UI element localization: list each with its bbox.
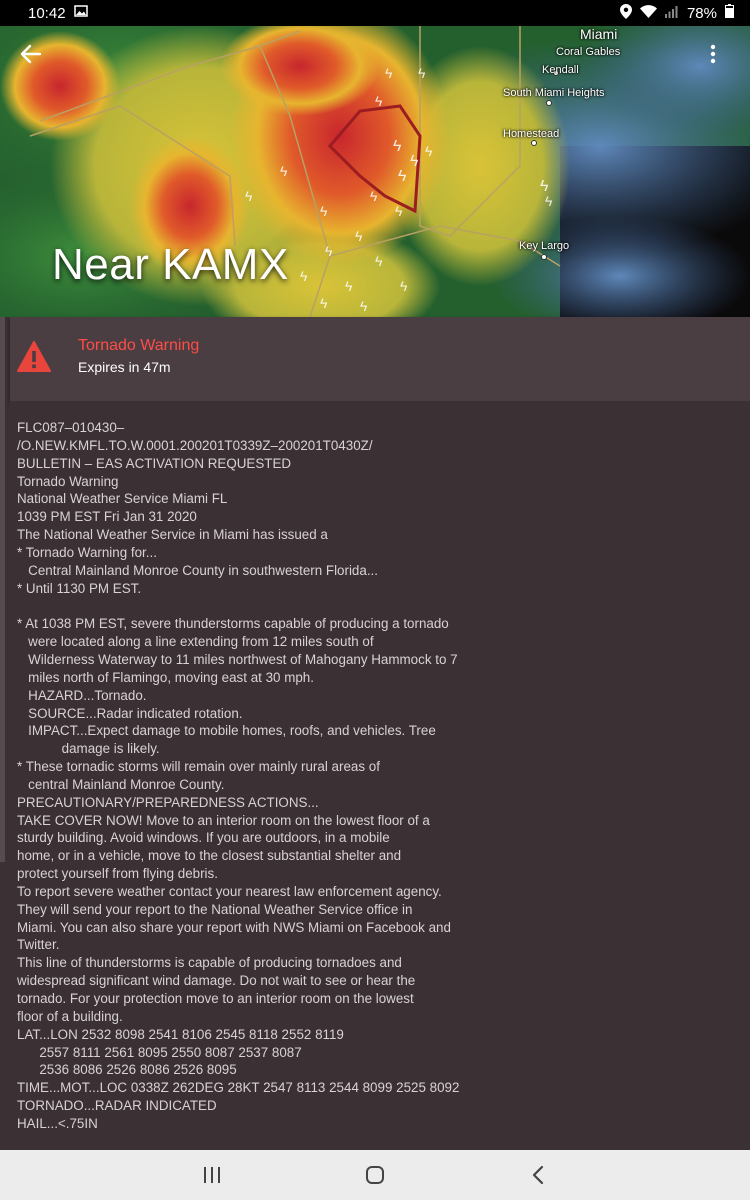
city-label-homestead: Homestead [503,128,560,140]
svg-text:ϟ: ϟ [395,203,403,219]
svg-text:ϟ: ϟ [398,168,407,185]
alert-expiry: Expires in 47m [78,359,171,375]
back-button[interactable] [20,44,56,74]
city-label-key-largo: Key Largo [519,240,570,252]
recent-apps-button[interactable] [182,1155,242,1195]
city-label-south-miami-heights: South Miami Heights [503,87,605,99]
back-arrow-icon [20,44,42,64]
svg-text:ϟ: ϟ [325,243,333,259]
svg-text:ϟ: ϟ [540,178,549,195]
city-label-coral-gables: Coral Gables [556,46,621,58]
city-label-miami: Miami [580,26,618,42]
warning-icon [17,341,51,373]
svg-text:ϟ: ϟ [385,65,393,81]
svg-text:ϟ: ϟ [245,188,253,204]
location-icon [620,4,632,23]
svg-text:ϟ: ϟ [375,253,383,269]
svg-text:ϟ: ϟ [360,298,368,314]
svg-text:ϟ: ϟ [280,163,288,179]
svg-text:ϟ: ϟ [425,143,433,159]
svg-text:ϟ: ϟ [400,278,408,294]
battery-icon [725,4,734,22]
svg-text:ϟ: ϟ [545,193,553,209]
home-icon [365,1165,385,1185]
status-bar [0,0,750,26]
battery-percent: 78% [686,4,717,22]
city-dot-south-miami-heights [546,100,552,106]
image-icon [74,4,88,22]
back-icon [531,1165,545,1185]
status-time: 10:42 [28,4,66,22]
location-title: Near KAMX [52,240,289,289]
system-back-button[interactable] [508,1155,568,1195]
city-label-kendall: Kendall [542,64,579,76]
recent-apps-icon [202,1166,222,1184]
scroll-indicator[interactable] [0,317,5,862]
svg-text:ϟ: ϟ [370,188,378,204]
home-button[interactable] [345,1155,405,1195]
more-options-button[interactable] [710,44,730,74]
svg-text:ϟ: ϟ [410,153,419,170]
svg-text:ϟ: ϟ [300,268,308,284]
alert-title: Tornado Warning [78,337,200,354]
alert-card[interactable] [10,317,750,401]
svg-text:ϟ: ϟ [320,295,328,311]
svg-text:ϟ: ϟ [320,203,328,219]
signal-icon [665,5,679,22]
city-dot-homestead [531,140,537,146]
svg-text:ϟ: ϟ [375,93,383,109]
bulletin-text: FLC087–010430– /O.NEW.KMFL.TO.W.0001.200201T0339Z–200201T0430Z/ BULLETIN – EAS ACTIVATION REQUESTED Tornado Warning National Weather Service Miami FL 1039 PM EST Fri Jan 31 2020 The National Weather Service in Miami has issued a * Tornado Warning for... Central Mainland Monroe County in southwestern Florida... * Until 1130 PM EST. * At 1038 PM EST, severe thunderstorms capable of producing a tornado were located along a line extending from 12 miles south of Wilderness Waterway to 11 miles northwest of Mahogany Hammock to 7 miles north of Flamingo, moving east at 30 mph. HAZARD...Tornado. SOURCE...Radar indicated rotation. IMPACT...Expect damage to mobile homes, roofs, and vehicles. Tree damage is likely. * These tornadic storms will remain over mainly rural areas of central Mainland Monroe County. PRECAUTIONARY/PREPAREDNESS ACTIONS... TAKE COVER NOW! Move to an interior room on the lowest floor of a sturdy building. Avoid windows. If you are outdoors, in a mobile home, or in a vehicle, move to the closest substantial shelter and protect yourself from flying debris. To report severe weather contact your nearest law enforcement agency. They will send your report to the National Weather Service office in Miami. You can also share your report with NWS Miami on Facebook and Twitter. This line of thunderstorms is capable of producing tornadoes and widespread significant wind damage. Do not wait to see or hear the tornado. For your protection move to an interior room on the lowest floor of a building. LAT...LON 2532 8098 2541 8106 2545 8118 2552 8119 2557 8111 2561 8095 2550 8087 2537 8087 2536 8086 2526 8086 2526 8095 TIME...MOT...LOC 0338Z 262DEG 28KT 2547 8113 2544 8099 2525 8092 TORNADO...RADAR INDICATED HAIL...<.75IN [17,420,460,1131]
more-vert-icon [710,44,716,64]
city-dot-key-largo [541,254,547,260]
wifi-icon [640,5,657,22]
svg-text:ϟ: ϟ [393,138,402,155]
navigation-bar [0,1150,750,1200]
radar-map[interactable] [0,26,750,317]
bulletin-panel[interactable] [10,401,750,1150]
svg-text:ϟ: ϟ [418,65,426,81]
svg-text:ϟ: ϟ [345,278,353,294]
svg-text:ϟ: ϟ [355,228,363,244]
